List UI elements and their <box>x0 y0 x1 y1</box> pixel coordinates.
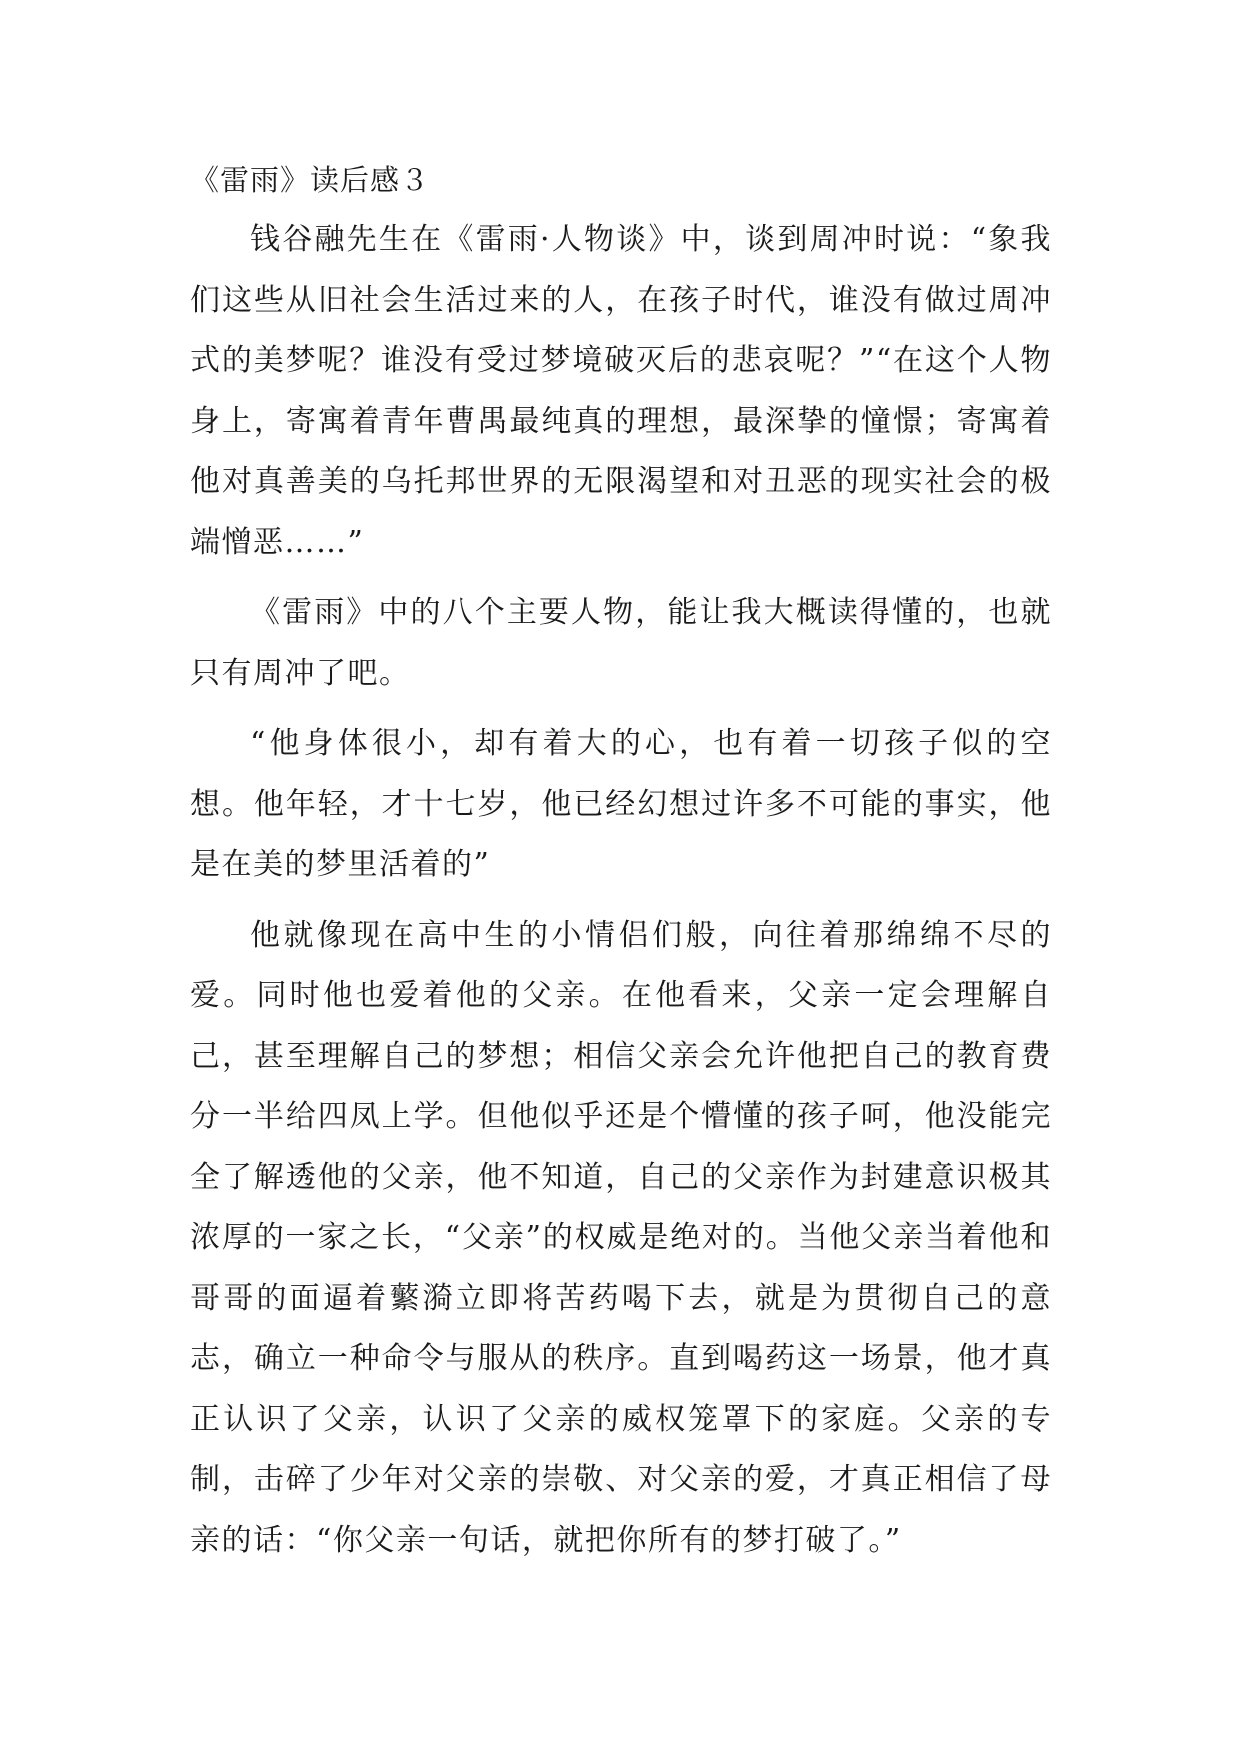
paragraph-3: “他身体很小，却有着大的心，也有着一切孩子似的空想。他年轻，才十七岁，他已经幻想过许多不可能的事实，他是在美的梦里活着的” <box>190 726 1052 882</box>
paragraph-4: 他就像现在高中生的小情侣们般，向往着那绵绵不尽的爱。同时他也爱着他的父亲。在他看来，父亲一定会理解自己，甚至理解自己的梦想；相信父亲会允许他把自己的教育费分一半给四凤上学。但他似乎还是个懵懂的孩子呵，他没能完全了解透他的父亲，他不知道，自己的父亲作为封建意识极其浓厚的一家之长，“父亲”的权威是绝对的。当他父亲当着他和哥哥的面逼着蘩漪立即将苦药喝下去，就是为贯彻自己的意志，确立一种命令与服从的秩序。直到喝药这一场景，他才真正认识了父亲，认识了父亲的威权笼罩下的家庭。父亲的专制，击碎了少年对父亲的崇敬、对父亲的爱，才真正相信了母亲的话：“你父亲一句话，就把你所有的梦打破了。” <box>190 917 1052 1558</box>
paragraph-1: 钱谷融先生在《雷雨·人物谈》中，谈到周冲时说：“象我们这些从旧社会生活过来的人，在孩子时代，谁没有做过周冲式的美梦呢？谁没有受过梦境破灭后的悲哀呢？”“在这个人物身上，寄寓着青年曹禺最纯真的理想，最深挚的憧憬；寄寓着他对真善美的乌托邦世界的无限渴望和对丑恶的现实社会的极端憎恶……” <box>190 222 1052 560</box>
paragraph-2: 《雷雨》中的八个主要人物，能让我大概读得懂的，也就只有周冲了吧。 <box>190 595 1052 691</box>
document-title: 《雷雨》读后感３ <box>190 163 431 197</box>
document-body <box>190 150 1052 1581</box>
